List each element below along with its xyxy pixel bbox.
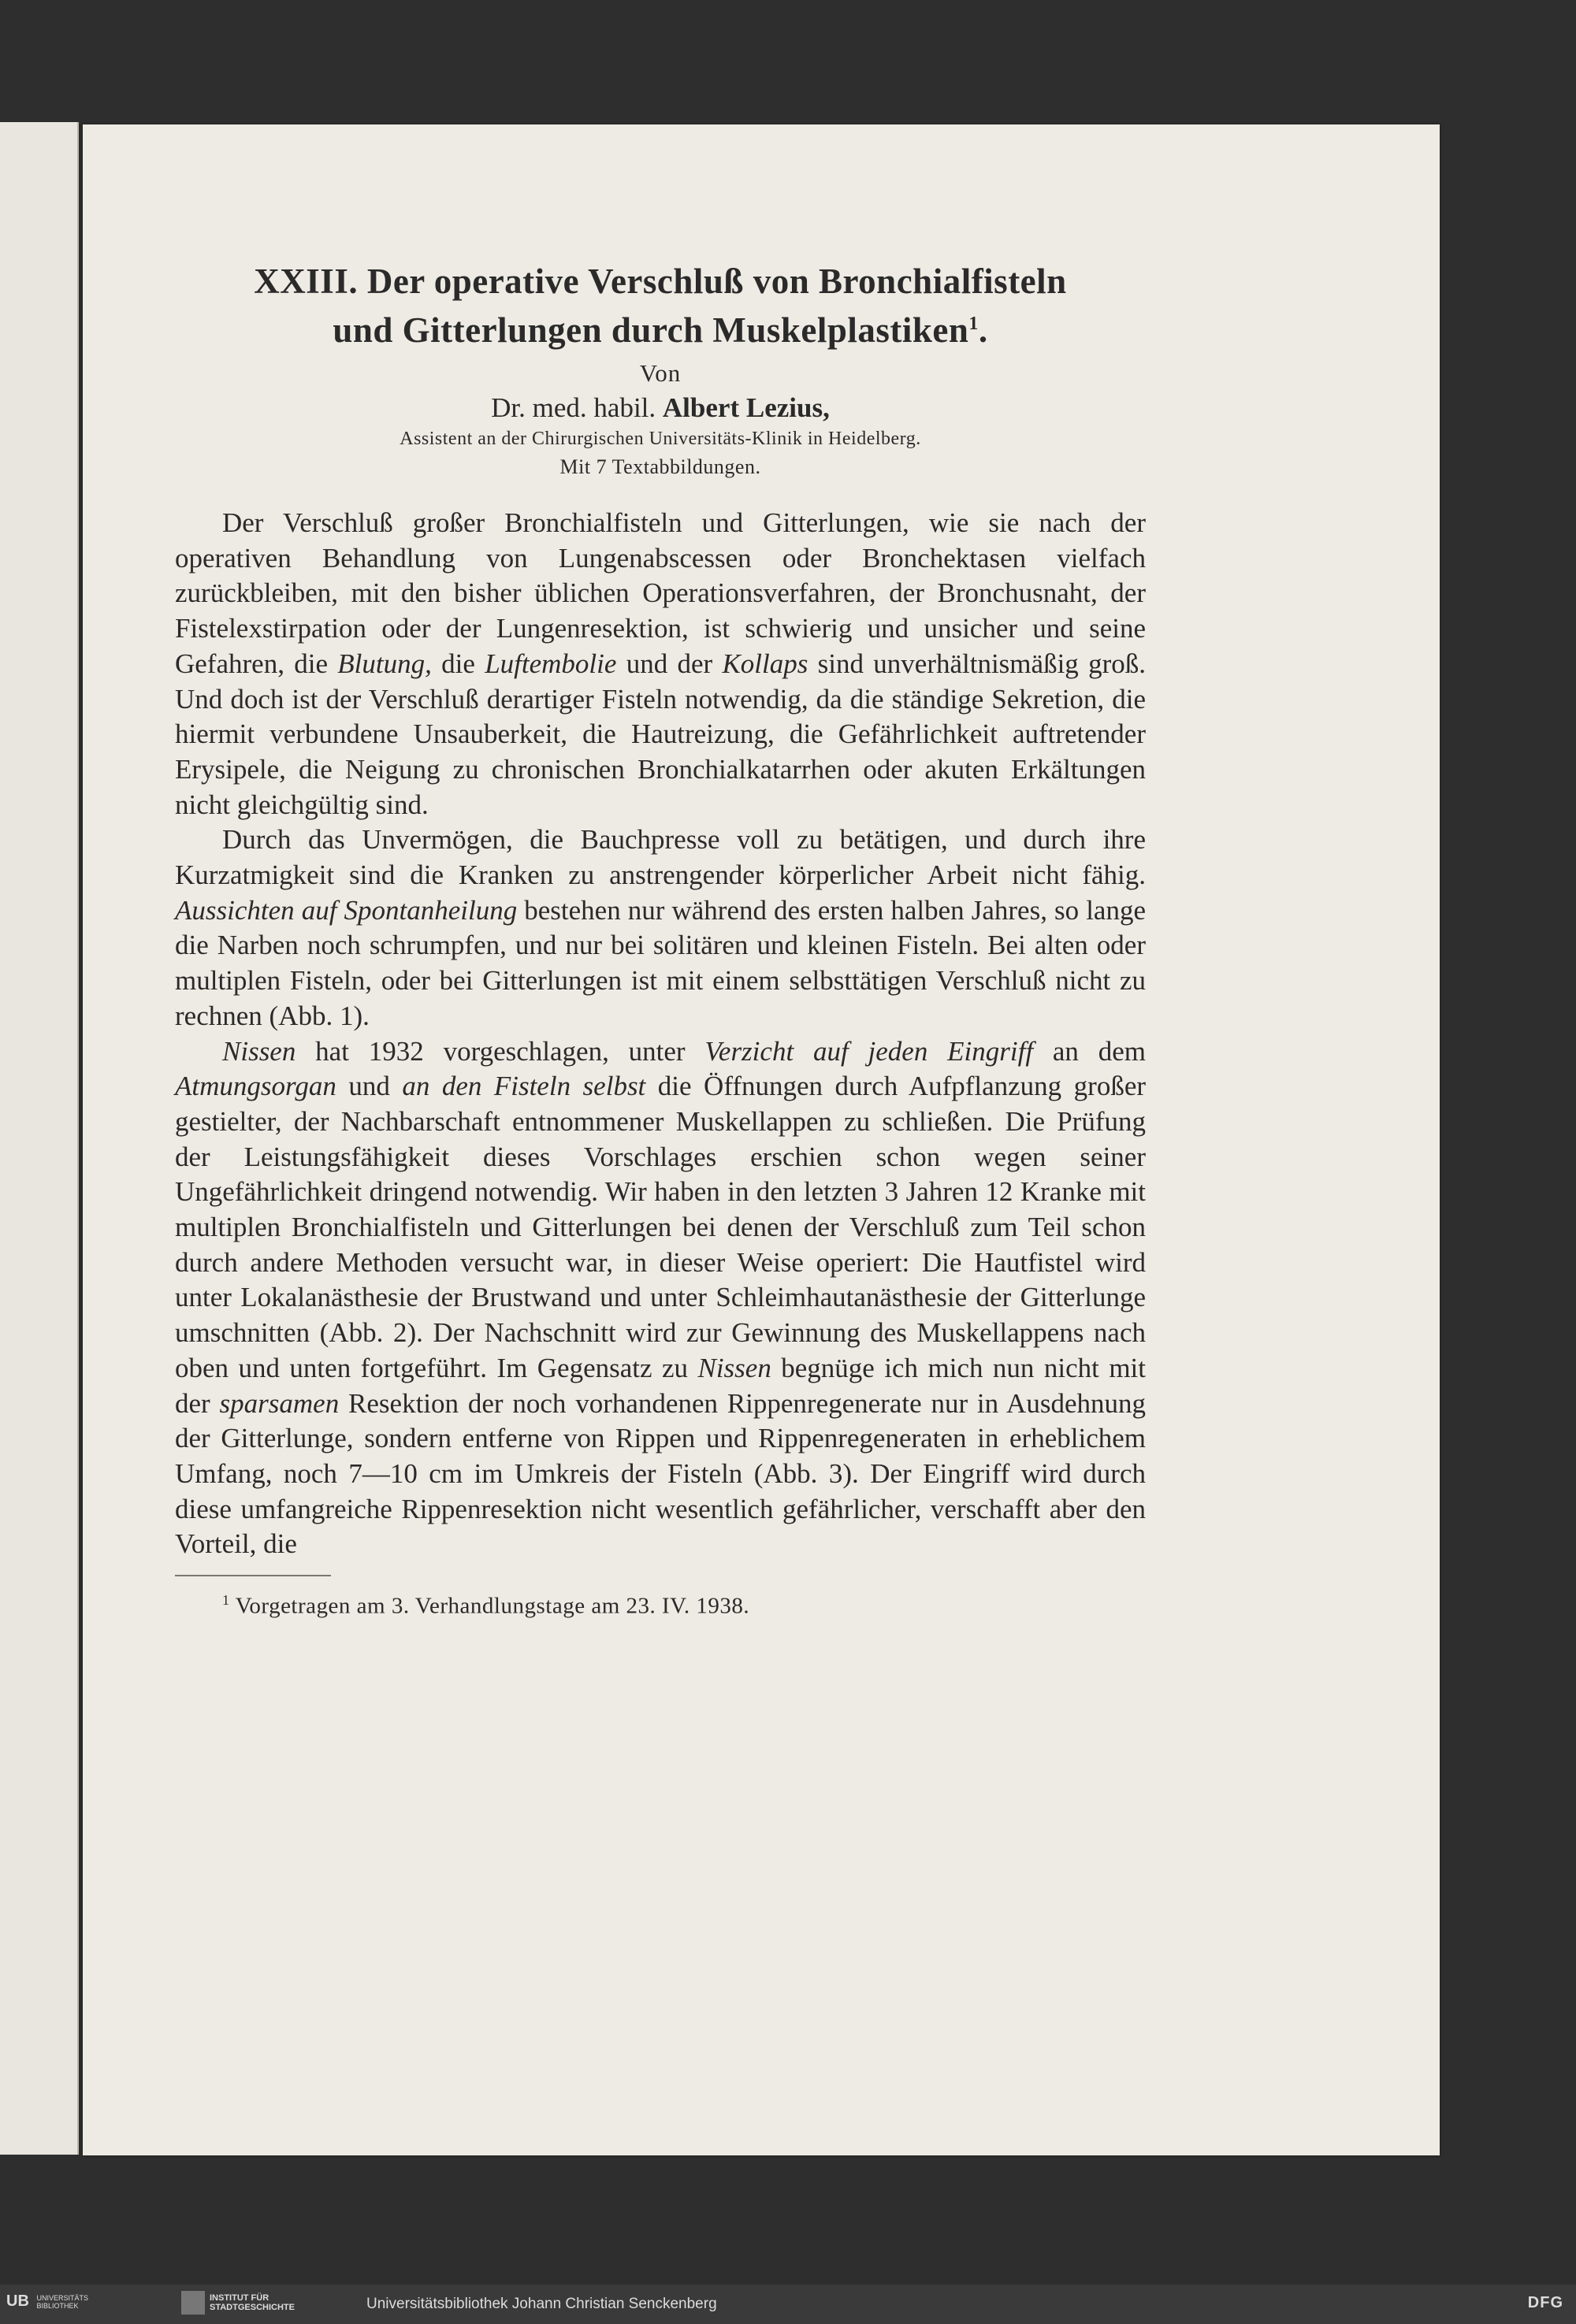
author-name: Albert Lezius, [662,392,830,423]
footnote-text: Vorgetragen am 3. Verhandlungstage am 23. IV. 1938. [229,1593,750,1619]
library-name[interactable]: Universitätsbibliothek Johann Christian Senckenberg [366,2296,717,2312]
article-content [175,260,1146,1622]
article-title [175,260,1146,351]
paragraph-1 [175,506,1146,822]
p3-italic-atmungsorgan: Atmungsorgan [175,1071,336,1102]
ub-sub-1: UNIVERSITÄTS [36,2293,88,2302]
title-line-1: XXIII. Der operative Verschluß von Bronchialfisteln [254,262,1067,301]
article-body [175,506,1146,1562]
p1-text-b: die [431,648,485,679]
title-end: . [978,310,988,350]
p3-text-e: begnüge ich mich nun nicht mit der [175,1352,1146,1419]
ub-logo-text: UB [6,2292,29,2310]
library-footer-bar [0,2285,1576,2324]
p3-text-f: Resektion der noch vorhandenen Rippenregenerate nur in Ausdehnung der Gitterlunge, sondern entferne von Rippen und Rippenregeneraten in erheblichem Umfang, noch 7—10 cm im Umkreis der Fisteln (Abb. 3). Der Eingriff wird durch diese umfangreiche Rippenresektion nicht wesentlich gefährlicher, verschafft aber den Vorteil, die [175,1387,1146,1560]
isg-logo[interactable] [181,2291,295,2315]
p3-italic-nissen-2: Nissen [697,1352,771,1383]
p2-text-b: bestehen nur während des ersten halben Jahres, so lange die Narben noch schrumpfen, und nur bei solitären und kleinen Fisteln. Bei alten oder multiplen Fisteln, oder bei Gitterlungen ist mit einem selbsttätigen Verschluß nicht zu rechnen (Abb. 1). [175,894,1146,1031]
footnote-divider [175,1575,331,1576]
p2-italic-spontanheilung: Aussichten auf Spontanheilung [175,894,518,926]
paragraph-3 [175,1034,1146,1563]
p3-italic-sparsamen: sparsamen [219,1387,340,1419]
p1-text-d: sind unverhältnismäßig groß. Und doch ist der Verschluß derartiger Fisteln notwendig, da die ständige Sekretion, die hiermit verbundene Unsauberkeit, die Hautreizung, die Gefährlichkeit auftretender Erysipele, die Neigung zu chronischen Bronchialkatarrhen oder akuten Erkältungen nicht gleichgültig sind. [175,648,1146,820]
facing-page-edge [0,122,79,2155]
p1-italic-luftembolie: Luftembolie [485,648,617,679]
p3-text-c: und [336,1071,403,1102]
p3-text-a: hat 1932 vorgeschlagen, unter [296,1035,705,1067]
p1-text-c: und der [616,648,723,679]
ub-logo-subtext [36,2294,88,2310]
p3-text-d: die Öffnungen durch Aufpflanzung großer gestielter, der Nachbarschaft entnommener Muskellappen zu schließen. Die Prüfung der Leistungsfähigkeit dieses Vorschlages erschien schon wegen seiner Ungefährlichkeit dringend notwendig. Wir haben in den letzten 3 Jahren 12 Kranke mit multiplen Bronchialfisteln und Gitterlungen bei denen der Verschluß zum Teil schon durch andere Methoden versucht war, in dieser Weise operiert: Die Hautfistel wird unter Lokalanästhesie der Brustwand und unter Schleimhautanästhesie der Gitterlunge umschnitten (Abb. 2). Der Nachschnitt wird zur Gewinnung des Muskellappens nach oben und unten fortgeführt. Im Gegensatz zu [175,1071,1147,1383]
dfg-logo[interactable]: DFG [1527,2294,1563,2311]
p1-text-a: Der Verschluß großer Bronchialfisteln und Gitterlungen, wie sie nach der operativen Behandlung von Lungenabscessen oder Bronchektasen vielfach zurückbleiben, mit den bisher üblichen Operationsverfahren, der Bronchusnaht, der Fistelexstirpation oder der Lungenresektion, ist schwierig und unsicher und seine Gefahren, die [175,507,1146,679]
p3-italic-verzicht: Verzicht auf jeden Eingriff [704,1035,1034,1067]
paragraph-2 [175,822,1146,1034]
isg-line-2: STADTGESCHICHTE [210,2303,295,2312]
figure-count-note: Mit 7 Textabbildungen. [559,455,761,478]
author-line [175,391,1146,425]
p1-italic-blutung: Blutung, [337,648,432,679]
author-affiliation: Assistent an der Chirurgischen Universitäts-Klinik in Heidelberg. [400,429,921,449]
title-line-2: und Gitterlungen durch Muskelplastiken [333,310,969,350]
p3-italic-nissen: Nissen [222,1035,296,1067]
isg-line-1: INSTITUT FÜR [210,2293,269,2303]
von-label: Von [639,359,682,387]
isg-building-icon [181,2291,205,2315]
footnote [175,1584,1146,1622]
ub-sub-2: BIBLIOTHEK [36,2301,79,2310]
title-footnote-mark: 1 [968,314,979,334]
footnote-mark: 1 [222,1592,230,1609]
p2-text-a: Durch das Unvermögen, die Bauchpresse voll zu betätigen, und durch ihre Kurzatmigkeit sind die Kranken zu anstrengender körperlicher Arbeit nicht fähig. [175,824,1146,891]
p3-text-b: an dem [1033,1035,1146,1067]
p1-italic-kollaps: Kollaps [722,648,808,679]
ub-logo[interactable] [6,2292,88,2311]
p3-italic-fisteln: an den Fisteln selbst [402,1071,646,1102]
author-prefix: Dr. med. habil. [491,392,656,423]
